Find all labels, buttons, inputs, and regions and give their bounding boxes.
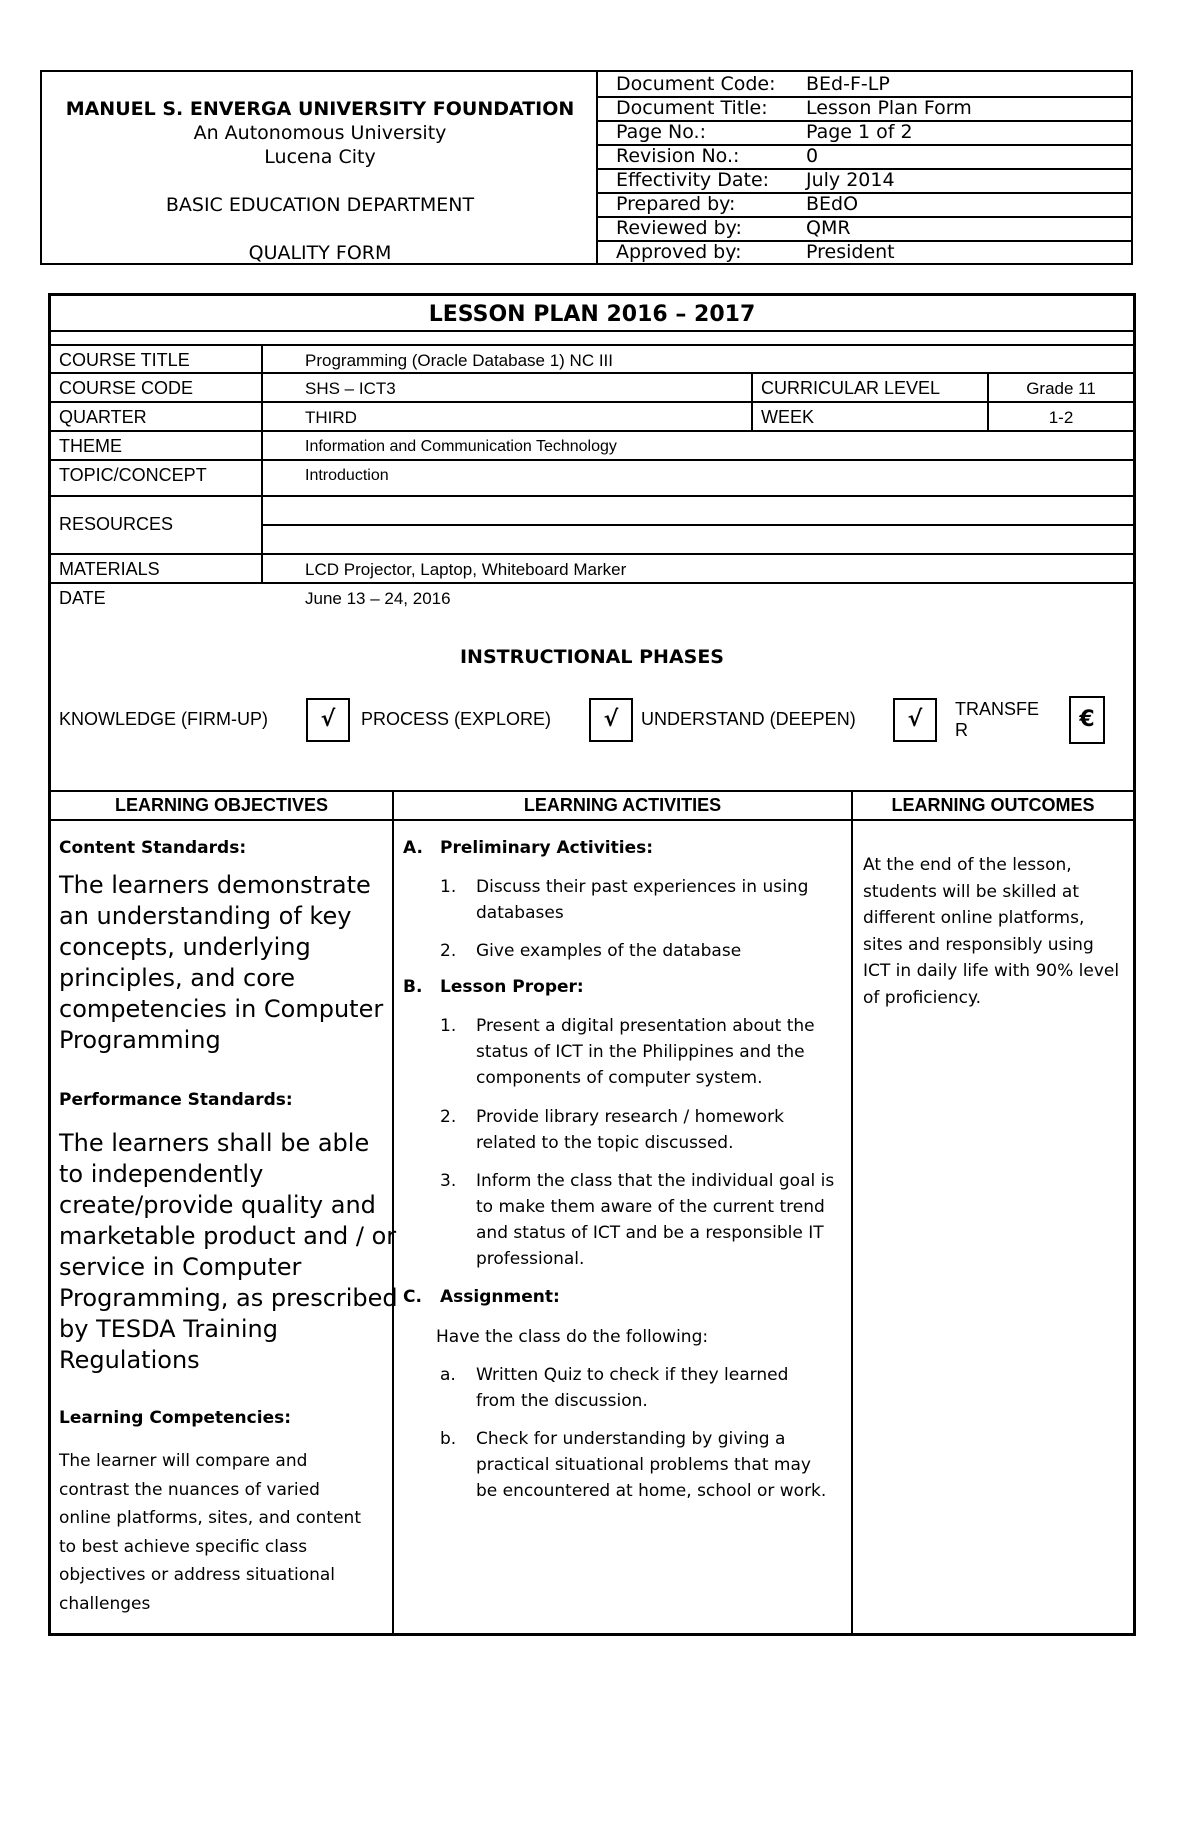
lesson-proper-label: Lesson Proper: [440, 977, 584, 997]
divider [51, 401, 1133, 403]
divider [51, 819, 1133, 821]
phase-process-label: PROCESS (EXPLORE) [361, 709, 552, 729]
divider [51, 330, 1133, 332]
curricular-level-label: CURRICULAR LEVEL [761, 378, 941, 398]
learning-competencies-label: Learning Competencies: [59, 1408, 292, 1428]
phase-understand-checkbox[interactable]: √ [893, 698, 937, 742]
objectives-column-header: LEARNING OBJECTIVES [114, 795, 329, 815]
divider [51, 372, 1133, 374]
course-title-value: Programming (Oracle Database 1) NC III [305, 351, 613, 370]
divider [51, 459, 1133, 461]
topic-label: TOPIC/CONCEPT [59, 465, 207, 485]
department-name: BASIC EDUCATION DEPARTMENT [165, 194, 475, 216]
header-organization-block [40, 70, 596, 265]
phase-understand-label: UNDERSTAND (DEEPEN) [641, 709, 856, 729]
topic-value: Introduction [305, 467, 389, 484]
performance-standards-text: The learners shall be able to independently create/provide quality and marketable product and / or service in Computer Programming, as prescribed by TESDA Training Regulations [59, 1129, 398, 1374]
phase-transfer-label: TRANSFE [955, 699, 1040, 719]
divider [851, 790, 853, 1633]
activities-column-header: LEARNING ACTIVITIES [523, 795, 722, 815]
doc-control-row: Prepared by: BEdO [598, 192, 1131, 218]
doc-control-row: Document Code: BEd-F-LP [598, 72, 1131, 98]
quarter-label: QUARTER [59, 407, 147, 427]
resources-label: RESOURCES [59, 514, 174, 534]
doc-control-row: Reviewed by: QMR [598, 216, 1131, 242]
activity-section-marker: A. [403, 838, 423, 858]
divider [261, 344, 263, 582]
lesson-plan-table: LESSON PLAN 2016 – 2017 COURSE TITLE Programming (Oracle Database 1) NC III COURSE CODE SHS – ICT3 CURRICULAR LEVEL Grade 11 QUARTER THIRD WEEK 1-2 THEME Information and Communication Technology TOPIC/CONCEPT Introduction RESOURCES MATERIALS LCD Projector, Laptop, Whiteboard Marker DATE June 13 – 24, 2016 INSTRUCTIONAL PHASES KNOWLEDGE (FIRM-UP) √ PROCESS (EXPLORE) √ UNDERSTAND (DEEPEN) √ TRANSFE R € LEARNING OBJECTIVES LEARNING ACTIVITIES LEARNING OUTCOMES Content Standards: The learners demonstrate an understanding of key concepts, underlying principles, and core competencies in Computer Programming Performance Standards: The learners shall be able to independently create/provide quality and marketable product and / or service in Computer Programming, as prescribed by TESDA Training Regulations Learning Competencies: The learner will compare and contrast the nuances of varied online platforms, sites, and content to best achieve specific class objectives or address situational challenges A. Preliminary Activities: 1. Discuss their past experiences in using databases 2. Give examples of the database B. Lesson Proper: 1. Present a digital presentation about the status of ICT in the Philippines and the components of computer system. 2. Provide library research / homework related to the topic discussed. 3. Inform the class that the individual goal is to make them aware of the current trend and status of ICT and be a responsible IT professional. C. Assignment: Have the class do the following: a. Written Quiz to check if they learned from the discussion. b. Check for understanding by giving a practical situational problems that may be encountered at home, school or work. At the end of the lesson, students will be skilled at different online platforms, sites and responsibly using ICT in daily life with 90% level of proficiency. [48, 293, 1136, 1636]
divider [51, 344, 1133, 346]
quarter-value: THIRD [305, 408, 357, 427]
divider [51, 553, 1133, 555]
theme-value: Information and Communication Technology [305, 438, 617, 455]
doc-control-row: Approved by: President [616, 241, 895, 263]
divider [51, 790, 1133, 792]
divider [51, 495, 1133, 497]
performance-standards-label: Performance Standards: [59, 1090, 293, 1110]
document-control-table [596, 70, 1133, 265]
phase-knowledge-label: KNOWLEDGE (FIRM-UP) [59, 709, 268, 729]
week-value: 1-2 [1048, 408, 1074, 427]
phase-knowledge-checkbox[interactable]: √ [306, 698, 350, 742]
doc-control-row: Document Title: Lesson Plan Form [598, 96, 1131, 122]
course-title-label: COURSE TITLE [59, 350, 190, 370]
form-type: QUALITY FORM [248, 242, 392, 264]
university-city: Lucena City [264, 146, 376, 168]
content-standards-label: Content Standards: [59, 838, 247, 858]
curricular-level-value: Grade 11 [1026, 379, 1096, 398]
phase-transfer-label-wrap: R [955, 720, 968, 740]
activity-section-marker: B. [403, 977, 423, 997]
university-subtitle: An Autonomous University [193, 122, 447, 144]
divider [261, 524, 1133, 526]
outcomes-column-header: LEARNING OUTCOMES [891, 795, 1095, 815]
theme-label: THEME [59, 436, 122, 456]
divider [751, 372, 753, 430]
materials-label: MATERIALS [59, 559, 160, 579]
week-label: WEEK [761, 407, 815, 427]
divider [51, 582, 1133, 584]
phase-transfer-checkbox[interactable]: € [1069, 696, 1105, 744]
lesson-plan-title: LESSON PLAN 2016 – 2017 [428, 302, 756, 327]
preliminary-activities-label: Preliminary Activities: [440, 838, 654, 858]
divider [51, 430, 1133, 432]
assignment-intro: Have the class do the following: [436, 1327, 709, 1347]
date-value: June 13 – 24, 2016 [305, 589, 451, 608]
instructional-phases-title: INSTRUCTIONAL PHASES [459, 646, 724, 668]
date-label: DATE [59, 588, 106, 608]
materials-value: LCD Projector, Laptop, Whiteboard Marker [305, 560, 627, 579]
doc-control-row: Effectivity Date: July 2014 [598, 168, 1131, 194]
university-name: MANUEL S. ENVERGA UNIVERSITY FOUNDATION [65, 98, 575, 120]
course-code-value: SHS – ICT3 [305, 379, 396, 398]
learning-competencies-text: The learner will compare and contrast the nuances of varied online platforms, sites, and content to best achieve specific class objectives or address situational challenges [59, 1451, 361, 1614]
phase-process-checkbox[interactable]: √ [589, 698, 633, 742]
activity-section-marker: C. [403, 1287, 422, 1307]
learning-outcomes-text: At the end of the lesson, students will be skilled at different online platforms, sites and responsibly using ICT in daily life with 90% level of proficiency. [863, 855, 1120, 1008]
assignment-label: Assignment: [440, 1287, 560, 1307]
course-code-label: COURSE CODE [59, 378, 194, 398]
doc-control-row: Page No.: Page 1 of 2 [598, 120, 1131, 146]
content-standards-text: The learners demonstrate an understanding of key concepts, underlying principles, and core competencies in Computer Programming [59, 871, 384, 1054]
doc-control-row: Revision No.: 0 [598, 144, 1131, 170]
